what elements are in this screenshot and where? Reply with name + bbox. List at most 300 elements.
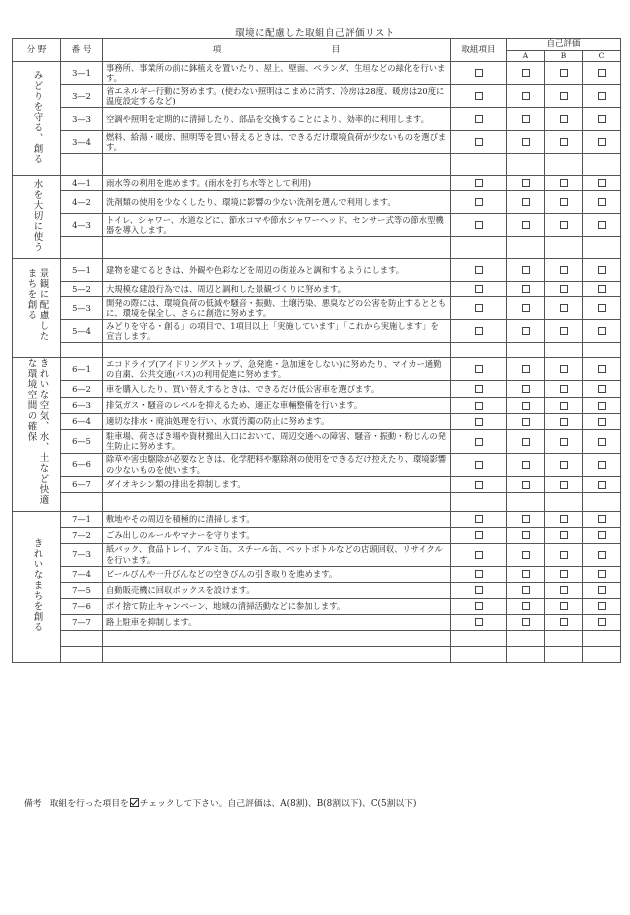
blank-cell [545,630,583,646]
checkbox-action[interactable] [475,551,483,559]
checkbox-b[interactable] [560,266,568,274]
checkbox-cell-a [507,108,545,131]
checkbox-a[interactable] [522,531,530,539]
checkbox-cell-action [451,397,507,413]
checkbox-action[interactable] [475,285,483,293]
header-category: 分 野 [13,39,61,62]
blank-cell [61,493,103,511]
checkbox-a[interactable] [522,266,530,274]
blank-cell [583,630,621,646]
checkbox-cell-action [451,214,507,237]
checkbox-cell-c [583,131,621,154]
checkbox-c[interactable] [598,115,606,123]
table-body [13,62,621,663]
blank-cell [103,154,451,176]
item-text: トイレ、シャワー、水道などに、節水コマや節水シャワーヘッド、センサー式等の節水型機器を導入します。 [103,214,451,237]
item-text: 排気ガス・騒音のレベルを抑えるため、適正な車輛整備を行います。 [103,397,451,413]
checkbox-cell-action [451,320,507,343]
table-row [13,397,621,413]
blank-cell [545,493,583,511]
checkbox-cell-c [583,381,621,397]
checkbox-cell-a [507,358,545,381]
checkbox-b[interactable] [560,586,568,594]
checkbox-c[interactable] [598,138,606,146]
checkbox-cell-action [451,582,507,598]
checkbox-c[interactable] [598,570,606,578]
item-text: 路上駐車を抑制します。 [103,614,451,630]
checkbox-b[interactable] [560,198,568,206]
checkbox-c[interactable] [598,618,606,626]
item-number: 6—4 [61,413,103,429]
blank-cell [583,646,621,662]
checkbox-cell-a [507,191,545,214]
checkbox-a[interactable] [522,285,530,293]
table-row [13,85,621,108]
evaluation-table [12,38,621,663]
item-text: 大規模な建設行為では、周辺と調和した景観づくりに努めます。 [103,282,451,297]
header-eval-a: A [507,50,545,62]
checkbox-c[interactable] [598,531,606,539]
checkbox-c[interactable] [598,198,606,206]
item-text: 洗剤類の使用を少なくしたり、環境に影響の少ない洗剤を選んで利用します。 [103,191,451,214]
checkbox-action[interactable] [475,266,483,274]
checkbox-cell-b [545,131,583,154]
table-row [13,566,621,582]
checkbox-c[interactable] [598,92,606,100]
checkbox-action[interactable] [475,461,483,469]
checkbox-action[interactable] [475,115,483,123]
checkbox-cell-c [583,320,621,343]
checkbox-cell-a [507,62,545,85]
item-number: 5—1 [61,259,103,282]
category-cell [13,358,61,512]
checkbox-cell-action [451,566,507,582]
checkbox-cell-b [545,598,583,614]
checkbox-cell-action [451,259,507,282]
item-number: 6—5 [61,430,103,453]
checkbox-cell-c [583,527,621,543]
checkbox-a[interactable] [522,551,530,559]
checkbox-cell-b [545,297,583,320]
checkbox-cell-c [583,598,621,614]
blank-cell [507,493,545,511]
blank-cell [583,237,621,259]
blank-cell [103,646,451,662]
checkbox-cell-a [507,131,545,154]
checkbox-action[interactable] [475,402,483,410]
checkbox-c[interactable] [598,221,606,229]
checkbox-cell-a [507,381,545,397]
checkbox-b[interactable] [560,402,568,410]
checkbox-a[interactable] [522,618,530,626]
checkbox-cell-b [545,543,583,566]
item-number: 4—1 [61,176,103,191]
note-label: 備考 [24,799,42,809]
checkbox-cell-b [545,62,583,85]
checkbox-b[interactable] [560,69,568,77]
item-number: 6—7 [61,476,103,492]
checkbox-b[interactable] [560,179,568,187]
note-text-after: チェックして下さい。自己評価は、 [139,799,281,809]
checkbox-b[interactable] [560,92,568,100]
item-number: 4—3 [61,214,103,237]
blank-cell [583,493,621,511]
table-row [13,582,621,598]
checkbox-cell-c [583,85,621,108]
blank-cell [451,343,507,358]
blank-row [13,237,621,259]
checkbox-cell-b [545,614,583,630]
blank-cell [507,237,545,259]
checkbox-b[interactable] [560,304,568,312]
checkbox-b[interactable] [560,515,568,523]
blank-cell [583,154,621,176]
checkbox-action[interactable] [475,385,483,393]
checkbox-a[interactable] [522,461,530,469]
checkbox-cell-a [507,320,545,343]
checkbox-c[interactable] [598,365,606,373]
checkbox-cell-b [545,176,583,191]
checkbox-a[interactable] [522,438,530,446]
checkbox-b[interactable] [560,461,568,469]
item-text: エコドライブ(アイドリングストップ、急発進・急加速をしない)に努めたり、マイカー通勤の自粛、公共交通(バス)の利用促進に努めます。 [103,358,451,381]
checkbox-cell-b [545,259,583,282]
checkbox-a[interactable] [522,418,530,426]
table-row [13,176,621,191]
checkbox-b[interactable] [560,481,568,489]
checkbox-b[interactable] [560,531,568,539]
checkbox-cell-c [583,566,621,582]
item-number: 7—5 [61,582,103,598]
checkbox-action[interactable] [475,221,483,229]
checkbox-b[interactable] [560,570,568,578]
header-eval-c: C [583,50,621,62]
checkbox-cell-c [583,282,621,297]
table-row [13,320,621,343]
checkbox-cell-b [545,282,583,297]
checkbox-cell-b [545,511,583,527]
item-text: 敷地やその周辺を積極的に清掃します。 [103,511,451,527]
footnote [24,796,416,809]
checkbox-a[interactable] [522,515,530,523]
checkbox-action[interactable] [475,365,483,373]
category-label: 水を大切に使う [31,179,43,253]
checkbox-cell-action [451,614,507,630]
table-row [13,543,621,566]
checkbox-cell-a [507,259,545,282]
item-number: 5—2 [61,282,103,297]
item-number: 7—4 [61,566,103,582]
checkbox-cell-action [451,131,507,154]
checkbox-cell-c [583,191,621,214]
checkbox-cell-a [507,511,545,527]
checkbox-cell-action [451,381,507,397]
checkbox-cell-b [545,527,583,543]
table-row [13,614,621,630]
note-scale: A(8割)、B(8割以下)、C(5割以下) [280,799,417,809]
checkbox-action[interactable] [475,327,483,335]
category-cell [13,259,61,358]
blank-cell [61,343,103,358]
checkbox-cell-a [507,282,545,297]
checkbox-cell-a [507,430,545,453]
blank-cell [103,343,451,358]
checkbox-action[interactable] [475,69,483,77]
blank-cell [545,646,583,662]
checkbox-action[interactable] [475,602,483,610]
blank-cell [103,630,451,646]
checkbox-cell-action [451,430,507,453]
checkbox-action[interactable] [475,618,483,626]
item-text: ダイオキシン類の排出を抑制します。 [103,476,451,492]
checkbox-c[interactable] [598,402,606,410]
checkbox-cell-a [507,527,545,543]
item-text: 適切な排水・廃油処理を行い、水質汚濁の防止に努めます。 [103,413,451,429]
checkbox-a[interactable] [522,586,530,594]
checkbox-cell-c [583,430,621,453]
blank-row [13,646,621,662]
blank-row [13,493,621,511]
table-row [13,62,621,85]
checkbox-cell-c [583,259,621,282]
header-action: 取組項目 [451,39,507,62]
blank-cell [61,237,103,259]
checkbox-cell-c [583,62,621,85]
checkbox-b[interactable] [560,618,568,626]
blank-cell [507,630,545,646]
checkbox-cell-action [451,108,507,131]
checkbox-cell-action [451,358,507,381]
checkbox-c[interactable] [598,304,606,312]
item-number: 6—2 [61,381,103,397]
checkbox-a[interactable] [522,221,530,229]
checkbox-cell-b [545,214,583,237]
item-number: 6—3 [61,397,103,413]
checkbox-b[interactable] [560,438,568,446]
blank-cell [451,646,507,662]
page-title: 環境に配慮した取組自己評価リスト [235,28,395,39]
checkbox-b[interactable] [560,221,568,229]
checkbox-a[interactable] [522,481,530,489]
checkbox-cell-c [583,297,621,320]
category-cell [13,176,61,259]
item-text: ポイ捨て防止キャンペーン、地域の清掃活動などに参加します。 [103,598,451,614]
item-text: ごみ出しのルールやマナーを守ります。 [103,527,451,543]
item-number: 7—6 [61,598,103,614]
checkbox-b[interactable] [560,285,568,293]
item-text: 省エネルギー行動に努めます。(使わない照明はこまめに消す、冷房は28度、暖房は20度に温度設定するなど) [103,85,451,108]
checkbox-a[interactable] [522,198,530,206]
category-label: みどりを守る、創る [31,70,43,165]
checkbox-cell-a [507,453,545,476]
checkbox-cell-b [545,453,583,476]
table-row [13,358,621,381]
checkbox-cell-b [545,358,583,381]
checkbox-action[interactable] [475,92,483,100]
table-row [13,214,621,237]
header-eval-b: B [545,50,583,62]
checkbox-cell-c [583,413,621,429]
checkbox-c[interactable] [598,385,606,393]
checkbox-b[interactable] [560,385,568,393]
item-number: 3—1 [61,62,103,85]
checkbox-c[interactable] [598,69,606,77]
checkbox-action[interactable] [475,570,483,578]
item-text: 燃料、給湯・暖房、照明等を買い替えるときは、できるだけ環境負荷が少ないものを選びます。 [103,131,451,154]
checkbox-cell-b [545,582,583,598]
item-text: 駐車場、荷さばき場や資材搬出入口において、周辺交通への障害、騒音・振動・粉じんの発生防止に努めます。 [103,430,451,453]
blank-cell [451,493,507,511]
category-label: きれいな空気、水、土など快適な環境空間の確保 [25,358,49,505]
blank-cell [61,154,103,176]
checkbox-action[interactable] [475,531,483,539]
item-number: 7—1 [61,511,103,527]
table-row [13,108,621,131]
checkbox-a[interactable] [522,304,530,312]
checkbox-cell-b [545,85,583,108]
checkbox-cell-a [507,476,545,492]
checkbox-c[interactable] [598,461,606,469]
checkbox-action[interactable] [475,198,483,206]
table-row [13,511,621,527]
checkbox-action[interactable] [475,438,483,446]
checkbox-b[interactable] [560,327,568,335]
checkbox-cell-c [583,476,621,492]
checkbox-a[interactable] [522,179,530,187]
checkbox-b[interactable] [560,365,568,373]
checkbox-a[interactable] [522,385,530,393]
checkbox-cell-a [507,413,545,429]
checkbox-action[interactable] [475,586,483,594]
checkbox-c[interactable] [598,418,606,426]
item-number: 7—3 [61,543,103,566]
blank-cell [507,154,545,176]
table-row [13,527,621,543]
item-number: 6—6 [61,453,103,476]
checkbox-action[interactable] [475,418,483,426]
checkbox-a[interactable] [522,327,530,335]
checkbox-a[interactable] [522,92,530,100]
item-text: ビールびんや一升びんなどの空きびんの引き取りを進めます。 [103,566,451,582]
checkbox-cell-c [583,453,621,476]
checkbox-cell-a [507,582,545,598]
blank-cell [61,630,103,646]
checkbox-cell-b [545,430,583,453]
blank-cell [545,154,583,176]
checkbox-c[interactable] [598,327,606,335]
checkbox-b[interactable] [560,418,568,426]
checkbox-action[interactable] [475,304,483,312]
checkbox-cell-action [451,62,507,85]
checkbox-cell-a [507,614,545,630]
blank-row [13,630,621,646]
checkbox-cell-action [451,191,507,214]
checkbox-cell-c [583,358,621,381]
checkbox-cell-c [583,511,621,527]
table-row [13,430,621,453]
checkbox-c[interactable] [598,285,606,293]
checkbox-b[interactable] [560,115,568,123]
table-row [13,282,621,297]
item-number: 4—2 [61,191,103,214]
category-label: 景観に配慮したまちを創る [25,267,49,342]
blank-cell [103,493,451,511]
note-text-before: 取組を行った項目を [49,799,129,809]
checkbox-cell-b [545,381,583,397]
checkbox-c[interactable] [598,481,606,489]
checkbox-cell-a [507,566,545,582]
item-text: 空調や照明を定期的に清掃したり、部品を交換することにより、効率的に利用します。 [103,108,451,131]
checkbox-a[interactable] [522,138,530,146]
checkbox-cell-action [451,476,507,492]
table-row [13,476,621,492]
checkbox-cell-action [451,453,507,476]
table-row [13,297,621,320]
blank-cell [451,154,507,176]
checkbox-a[interactable] [522,365,530,373]
category-cell [13,62,61,176]
checkbox-c[interactable] [598,586,606,594]
checkbox-a[interactable] [522,69,530,77]
item-text: 雨水等の利用を進めます。(雨水を打ち水等として利用) [103,176,451,191]
checkbox-b[interactable] [560,602,568,610]
checkbox-a[interactable] [522,570,530,578]
item-text: 除草や害虫駆除が必要なときは、化学肥料や駆除剤の使用をできるだけ控えたり、環境影響の少ないものを使います。 [103,453,451,476]
checkbox-a[interactable] [522,602,530,610]
checkbox-b[interactable] [560,551,568,559]
table-row [13,453,621,476]
item-text: 紙パック、食品トレイ、アルミ缶、スチール缶、ペットボトルなどの店頭回収、リサイクルを行います。 [103,543,451,566]
checkbox-a[interactable] [522,115,530,123]
checkbox-cell-c [583,214,621,237]
checkbox-c[interactable] [598,438,606,446]
category-label: きれいなまちを創る [31,538,43,633]
blank-cell [451,237,507,259]
item-text: 自動販売機に回収ボックスを設けます。 [103,582,451,598]
checkbox-action[interactable] [475,179,483,187]
checkbox-c[interactable] [598,179,606,187]
item-number: 3—4 [61,131,103,154]
checkbox-action[interactable] [475,481,483,489]
checkbox-cell-action [451,176,507,191]
checkbox-cell-b [545,320,583,343]
checkbox-a[interactable] [522,402,530,410]
checkbox-cell-c [583,397,621,413]
item-text: みどりを守る・創る」の項目で、1項目以上「実施しています」「これから実施します」を宣言します。 [103,320,451,343]
blank-cell [61,646,103,662]
checkbox-action[interactable] [475,138,483,146]
checkbox-cell-action [451,282,507,297]
checkbox-c[interactable] [598,551,606,559]
category-cell [13,511,61,662]
checkbox-c[interactable] [598,515,606,523]
blank-cell [507,646,545,662]
checkbox-c[interactable] [598,266,606,274]
checkbox-action[interactable] [475,515,483,523]
checkbox-cell-action [451,85,507,108]
blank-row [13,154,621,176]
item-text: 開発の際には、環境負荷の低減や騒音・振動、土壌汚染、悪臭などの公害を防止するとともに、環境を保全し、さらに創造に努めます。 [103,297,451,320]
blank-cell [545,343,583,358]
checkbox-cell-a [507,176,545,191]
checkbox-cell-action [451,598,507,614]
blank-cell [545,237,583,259]
blank-cell [583,343,621,358]
item-text: 車を購入したり、買い替えするときは、できるだけ低公害車を選びます。 [103,381,451,397]
checkbox-b[interactable] [560,138,568,146]
checkbox-c[interactable] [598,602,606,610]
item-text: 建物を建てるときは、外観や色彩などを周辺の街並みと調和するようにします。 [103,259,451,282]
